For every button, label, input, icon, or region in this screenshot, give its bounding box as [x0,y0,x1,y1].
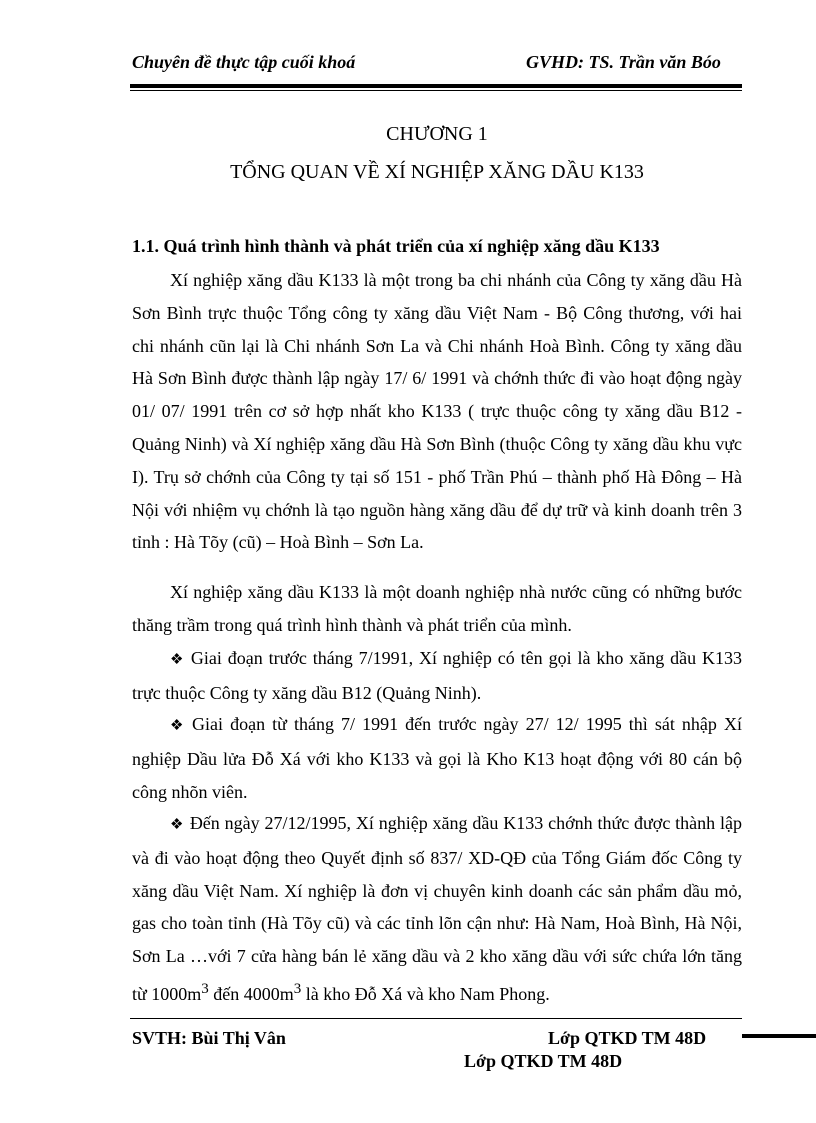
superscript-3b: 3 [293,980,302,997]
header-rule-thin [130,90,742,91]
bullet-text-1: Giai đoạn trước tháng 7/1991, Xí nghiệp có tên gọi là kho xăng dầu K133 trực thuộc Công ty xăng dầu B12 (Quảng Ninh). [132,648,742,703]
footer-class: Lớp QTKD TM 48D [548,1028,707,1048]
superscript-3: 3 [201,980,209,997]
footer-rule-thick [742,1034,816,1038]
paragraph-2: Xí nghiệp xăng dầu K133 là một doanh nghiệp nhà nước cũng có những bước thăng trầm trong quá trình hình thành và phát triển của mình. [132,582,742,635]
footer-rule [130,1018,742,1019]
bullet-item-1 [132,642,742,710]
bullet-item-3 [132,807,742,1011]
diamond-bullet-icon: ❖ [170,817,184,833]
header-right-advisor: GVHD: TS. Trần văn Bóo [526,52,721,72]
chapter-title: TỔNG QUAN VỀ XÍ NGHIỆP XĂNG DẦU K133 [230,161,644,183]
bullet-text-3b: đến 4000m [208,983,294,1004]
footer-class-duplicate: Lớp QTKD TM 48D [464,1051,623,1071]
chapter-number: CHƯƠNG 1 [386,123,488,145]
bullet-item-2 [132,708,742,808]
header-left-title: Chuyên đề thực tập cuối khoá [132,52,356,72]
diamond-bullet-icon: ❖ [170,652,185,668]
bullet-text-2: Giai đoạn từ tháng 7/ 1991 đến trước ngày 27/ 12/ 1995 thì sát nhập Xí nghiệp Dầu lửa Đỗ Xá với kho K133 và gọi là Kho K13 hoạt động với 80 cán bộ công nhõn viên. [132,714,742,802]
section-heading: 1.1. Quá trình hình thành và phát triển của xí nghiệp xăng dầu K133 [132,236,660,256]
header-rule-thick [130,84,742,88]
bullet-text-3c: là kho Đỗ Xá và kho Nam Phong. [301,983,550,1004]
diamond-bullet-icon: ❖ [170,718,187,734]
paragraph-1: Xí nghiệp xăng dầu K133 là một trong ba chi nhánh của Công ty xăng dầu Hà Sơn Bình trực thuộc Tổng công ty xăng dầu Việt Nam - Bộ Công thương, với hai chi nhánh cũn lại là Chi nhánh Sơn La và Chi nhánh Hoà Bình. Công ty xăng dầu Hà Sơn Bình được thành lập ngày 17/ 6/ 1991 và chớnh thức đi vào hoạt động ngày 01/ 07/ 1991 trên cơ sở hợp nhất kho K133 ( trực thuộc công ty xăng dầu B12 - Quảng Ninh) và Xí nghiệp xăng dầu Hà Sơn Bình (thuộc Công ty xăng dầu khu vực I). Trụ sở chớnh của Công ty tại số 151 - phố Trần Phú – thành phố Hà Đông – Hà Nội với nhiệm vụ chớnh là tạo nguồn hàng xăng dầu để dự trữ và kinh doanh trên 3 tỉnh : Hà Tõy (cũ) – Hoà Bình – Sơn La. [132,270,742,553]
bullet-text-3a: Đến ngày 27/12/1995, Xí nghiệp xăng dầu K133 chớnh thức được thành lập và đi vào hoạt động theo Quyết định số 837/ XD-QĐ của Tổng Giám đốc Công ty xăng dầu Việt Nam. Xí nghiệp là đơn vị chuyên kinh doanh các sản phẩm dầu mỏ, gas cho toàn tỉnh (Hà Tõy cũ) và các tỉnh lõn cận như: Hà Nam, Hoà Bình, Hà Nội, Sơn La …với 7 cửa hàng bán lẻ xăng dầu và 2 kho xăng dầu với sức chứa lớn tăng từ 1000m [132,813,742,1004]
footer-student: SVTH: Bùi Thị Vân [132,1028,286,1048]
